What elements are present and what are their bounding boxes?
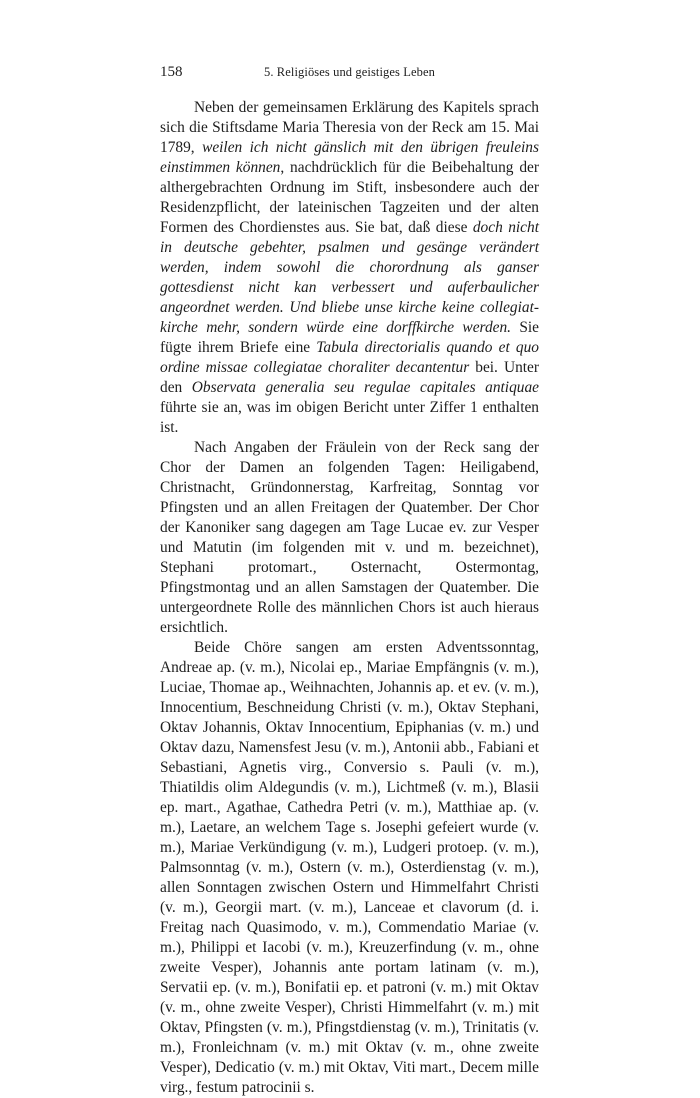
text-segment: bei. Unter den — [160, 359, 539, 396]
paragraph-chapter-declaration — [160, 98, 539, 438]
quote-segment: weilen ich nicht gänslich mit den übrigen freuleins einstimmen können — [160, 139, 539, 176]
quote-segment: doch nicht in deutsche gebehter, psalmen und gesänge verändert werden, indem sowohl die chorordnung als ganser gottesdienst nicht kan verbessert und auferbaulicher angeordnet werden. Und bliebe unse kirche keine collegiatkirche mehr, sondern würde eine dorffkirche werden. — [160, 219, 539, 336]
text-segment: führte sie an, was im obigen Bericht unter Ziffer 1 enthalten ist. — [160, 399, 539, 436]
text-segment: , nachdrücklich für die Beibehaltung der althergebrachten Ordnung im Stift, insbesondere auch der Residenzpflicht, der lateinischen Tagzeiten und der alten Formen des Chordienstes aus. Sie bat, daß diese — [160, 159, 539, 236]
running-head — [160, 64, 539, 86]
text-segment: Beide Chöre sangen am ersten Adventssonntag, Andreae ap. (v. m.), Nicolai ep., Mariae Empfängnis (v. m.), Luciae, Thomae ap., Weihnachten, Johannis ap. et ev. (v. m.), Innocentium, Beschneidung Christi (v. m.), Oktav Stephani, Oktav Johannis, Oktav Innocentium, Epiphanias (v. m.) und Oktav dazu, Namensfest Jesu (v. m.), Antonii abb., Fabiani et Sebastiani, Agnetis virg., Conversio s. Pauli (v. m.), Thiatildis olim Aldegundis (v. m.), Lichtmeß (v. m.), Blasii ep. mart., Agathae, Cathedra Petri (v. m.), Matthiae ap. (v. m.), Laetare, an welchem Tage s. Josephi gefeiert wurde (v. m.), Mariae Verkündigung (v. m.), Ludgeri protoep. (v. m.), Palmsonntag (v. m.), Ostern (v. m.), Osterdienstag (v. m.), allen Sonntagen zwischen Ostern und Himmelfahrt Christi (v. m.), Georgii mart. (v. m.), Lanceae et clavorum (d. i. Freitag nach Quasimodo, v. m.), Commendatio Mariae (v. m.), Philippi et Iacobi (v. m.), Kreuzerfindung (v. m., ohne zweite Vesper), Johannis ante portam latinam (v. m.), Servatii ep. (v. m.), Bonifatii ep. et patroni (v. m.) mit Oktav (v. m., ohne zweite Vesper), Christi Himmelfahrt (v. m.) mit Oktav, Pfingsten (v. m.), Pfingstdienstag (v. m.), Trinitatis (v. m.), Fronleichnam (v. m.) mit Oktav (v. m., ohne zweite Vesper), Dedicatio (v. m.) mit Oktav, Viti mart., Decem mille virg., festum patrocinii s. — [160, 639, 539, 1096]
text-segment: Nach Angaben der Fräulein von der Reck sang der Chor der Damen an folgenden Tagen: Heiligabend, Christnacht, Gründonnerstag, Karfreitag, Sonntag vor Pfingsten und an allen Freitagen der Quatember. Der Chor der Kanoniker sang dagegen am Tage Lucae ev. zur Vesper und Matutin (im folgenden mit v. und m. bezeichnet), Stephani protomart., Osternacht, Ostermontag, Pfingstmontag und an allen Samstagen der Quatember. Die untergeordnete Rolle des männlichen Chors ist auch hieraus ersichtlich. — [160, 439, 539, 636]
text-segment: Neben der gemeinsamen Erklärung des Kapitels sprach sich die Stiftsdame Maria Theresia von der Reck am 15. Mai 1789, — [160, 99, 539, 156]
page-number: 158 — [160, 64, 183, 80]
body-text — [160, 98, 539, 1098]
paragraph-both-choirs — [160, 638, 539, 1098]
paragraph-choir-days — [160, 438, 539, 638]
title-segment: Tabula directorialis quando et quo ordine missae collegiatae choraliter decantentur — [160, 339, 539, 376]
running-title: 5. Religiöses und geistiges Leben — [264, 65, 435, 79]
text-segment: Sie fügte ihrem Briefe eine — [160, 319, 539, 356]
title-segment: Observata generalia seu regulae capitales antiquae — [191, 379, 539, 396]
